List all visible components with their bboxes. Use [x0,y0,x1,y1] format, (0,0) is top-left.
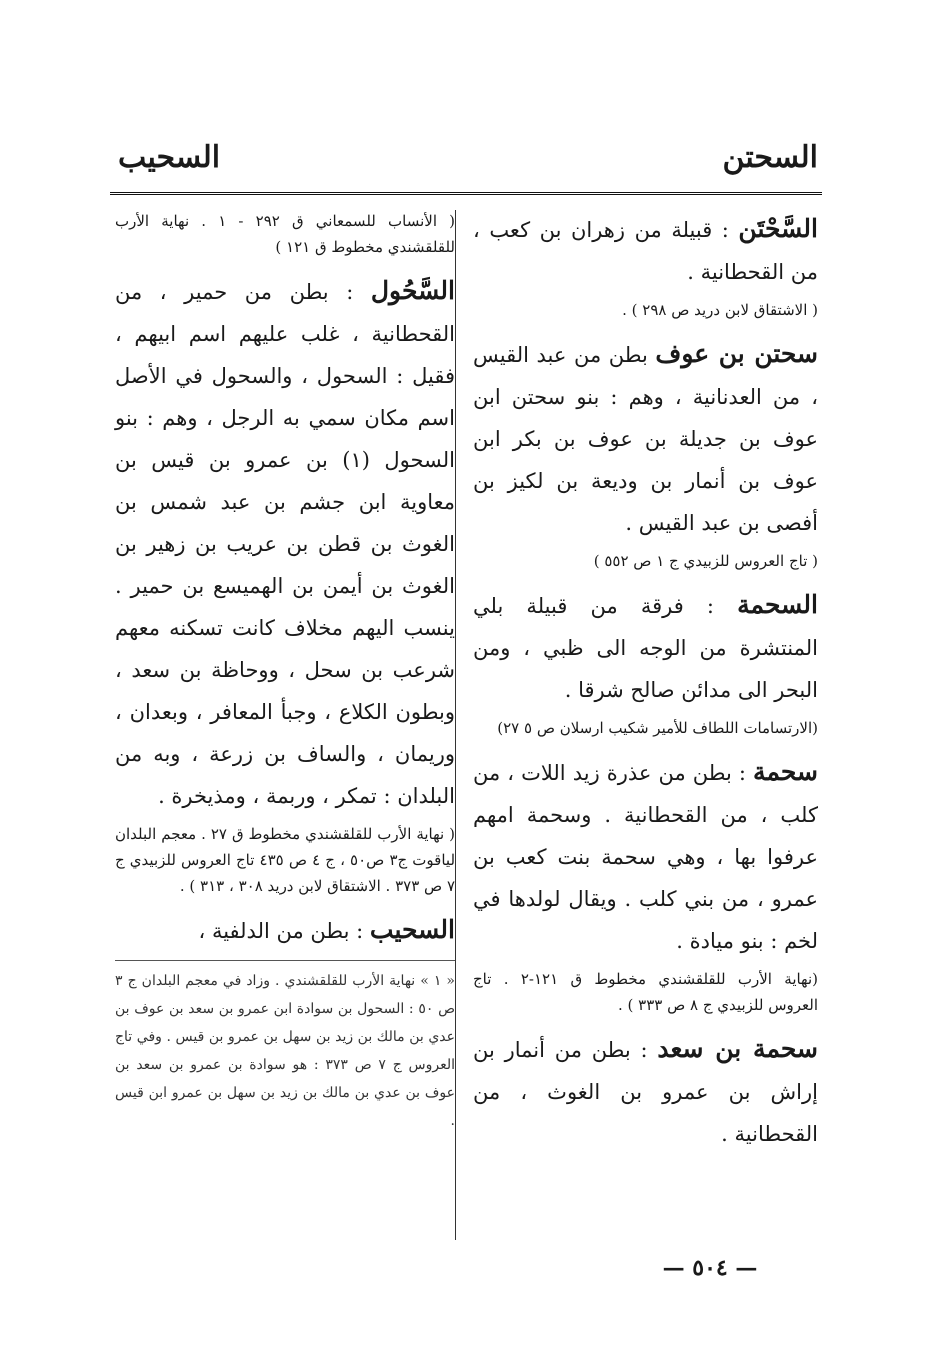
headword: سحمة [753,757,818,786]
footnote: « ١ » نهاية الأرب للقلقشندي . وزاد في معجم البلدان ج ٣ ص ٥٠ : السحول بن سوادة ابن عمرو بن سعد بن عوف بن عدي بن مالك بن زيد بن سهل بن عمرو بن قيس . وفي تاج العروس ج ٧ ص ٣٧٣ : هو سوادة بن عمرو بن سعد بن عوف بن عدي بن مالك بن زيد بن سهل بن عمرو ابن قيس . [115,960,455,1135]
running-head [118,140,818,188]
headword: سحمة بن سعد [657,1034,818,1063]
headword: السَّحُول [370,276,455,305]
running-title-right: السحتن [722,140,818,175]
column-divider [455,210,456,1240]
entry-text: : بطن من أنمار بن إراش بن عمرو بن الغوث ، من القحطانية . [473,1038,818,1146]
entry-text: بطن من عبد القيس ، من العدنانية ، وهم : بنو سحتن ابن عوف بن جديلة بن عوف بن بكر ابن عوف بن أنمار بن وديعة بن لكيز بن أفصى بن عبد القيس . [473,343,818,535]
header-double-rule [110,192,822,195]
page-number: — ٥٠٤ — [662,1255,758,1281]
entry-sahtan-bin-awf [473,333,818,544]
entry-text: : بطن من حمير ، من القحطانية ، غلب عليهم اسم ابيهم ، فقيل : السحول ، والسحول في الأصل اسم مكان سمي به الرجل ، وهم : بنو السحول (١) بن عمرو بن قيس بن معاوية ابن جشم بن عبد شمس بن الغوث بن قطن بن عريب بن زهير بن الغوث بن أيمن بن الهميسع بن حمير . ينسب اليهم مخلاف كانت تسكنه معهم شرعب بن سحل ، ووحاظة بن سعد ، وبطون الكلاع ، وجبأ المعافر ، وبعدان ، وريمان ، والساف بن زرعة ، وبه من البلدان : تمكر ، وربمة ، ومذيخرة . [115,280,455,808]
entry-al-sahma [473,584,818,711]
entry-sahtan [473,208,818,293]
entry-al-suhayb [115,909,455,952]
right-column [473,208,818,1159]
entry-sahma [473,751,818,962]
entry-text: : قبيلة من زهران بن كعب ، من القحطانية . [473,218,818,284]
continued-reference: ( الأنساب للسمعاني ق ٢٩٢ - ١ . نهاية الأرب للقلقشندي مخطوط ق ١٢١ ) [115,212,455,256]
entry-reference: ( نهاية الأرب للقلقشندي مخطوط ق ٢٧ . معجم البلدان لياقوت ج٣ ص٥٠ ، ج ٤ ص ٤٣٥ تاج العروس للزبيدي ج ٧ ص ٣٧٣ . الاشتقاق لابن دريد ٣٠٨ ، ٣١٣ ) . [115,825,456,895]
entry-text: : بطن من عذرة زيد اللات ، من كلب ، من القحطانية . وسحمة امهم عرفوا بها ، وهي سحمة بنت كعب بن عمرو ، من بني كلب . ويقال لولدها في لخم : بنو ميادة . [473,761,818,953]
headword: سحتن بن عوف [655,339,818,368]
headword: السَّحْتَن [738,214,818,243]
running-title-left: السحيب [118,140,221,175]
entry-reference: (الارتسامات اللطاف للأمير شكيب ارسلان ص ٥ ٢٧) [497,719,818,737]
entry-reference: (نهاية الأرب للقلقشندي مخطوط ق ١٢١-٢ . تاج العروس للزبيدي ج ٨ ص ٣٣٣ ) . [473,970,818,1014]
headword: السحمة [737,590,818,619]
entry-reference: ( تاج العروس للزبيدي ج ١ ص ٥٥٢ ) [593,552,818,570]
entry-reference: ( الاشتقاق لابن دريد ص ٢٩٨ ) . [622,301,818,319]
entry-text: : بطن من الدلفية ، [198,919,364,943]
left-column [115,208,455,1149]
entry-sahma-bin-saad [473,1028,818,1155]
entry-text: : فرقة من قبيلة بلي المنتشرة من الوجه الى ظبي ، ومن البحر الى مدائن صالح شرقا . [473,594,818,702]
headword: السحيب [369,915,455,944]
entry-al-sahul [115,270,455,817]
